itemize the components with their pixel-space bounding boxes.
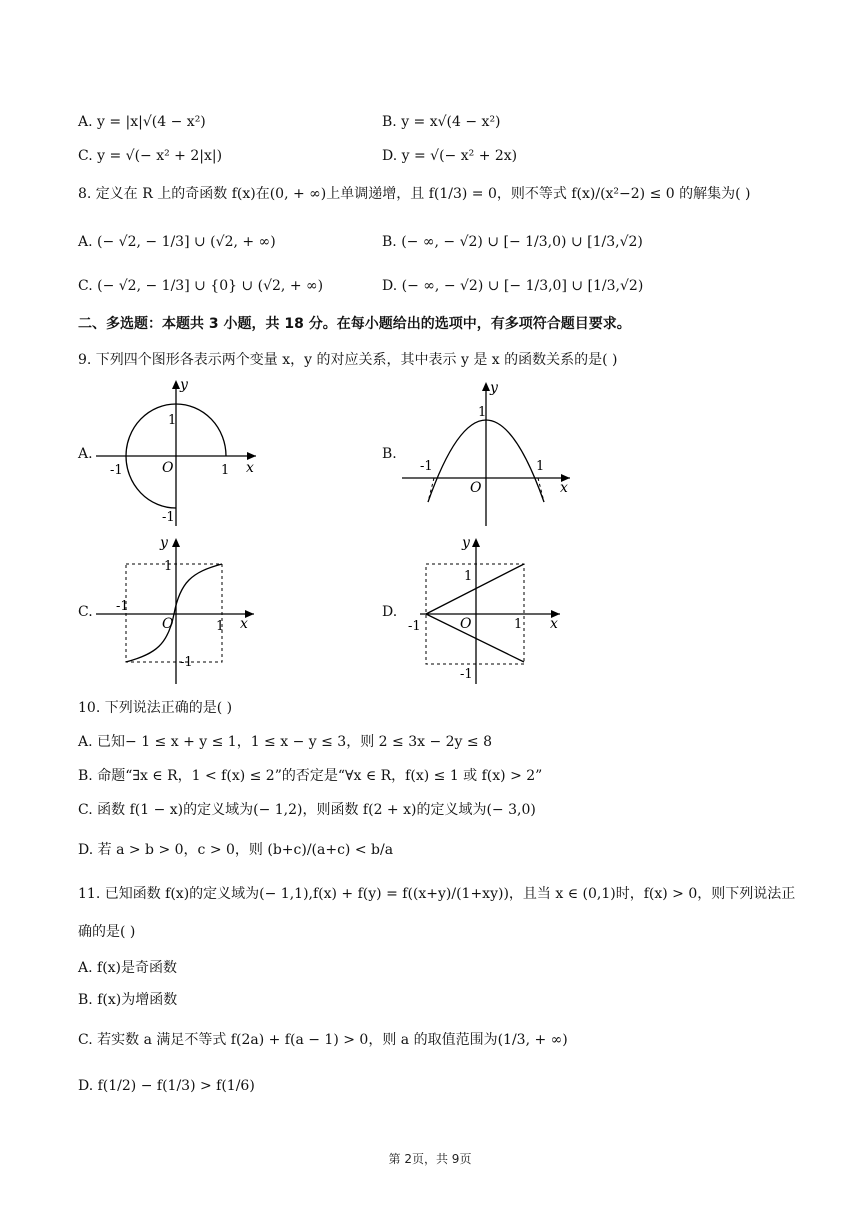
fig-a-tick-1-x: 1 [221,463,230,478]
fig-d-tick-1-x: 1 [514,617,523,632]
fig-a-x-label: x [246,460,254,476]
q10-option-b: B. 命题“∃x ∈ R，1 < f(x) ≤ 2”的否定是“∀x ∈ R，f(x) ≤ 1 或 f(x) > 2” [78,768,543,784]
fig-d-tick-1-y: 1 [464,569,473,584]
fig-d-origin: O [460,616,472,632]
q10-option-d: D. 若 a > b > 0，c > 0，则 (b+c)/(a+c) < b/a [78,842,394,858]
fig-c-origin: O [162,616,174,632]
q9-label-d: D. [382,604,398,620]
q9-figure-c [96,534,266,684]
page-footer: 第 2页，共 9页 [388,1152,472,1166]
fig-b-tick-1-y: 1 [478,405,487,420]
fig-a-y-label: y [180,377,188,393]
fig-b-tick-1-x: 1 [536,459,545,474]
q10-option-c: C. 函数 f(1 − x)的定义域为(− 1,2)，则函数 f(2 + x)的定义域为(− 3,0) [78,802,536,818]
q11-option-a: A. f(x)是奇函数 [78,960,178,976]
fig-c-tick-1-y: 1 [164,559,173,574]
q8-stem: 8. 定义在 R 上的奇函数 f(x)在(0, + ∞)上单调递增，且 f(1/3) = 0，则不等式 f(x)/(x²−2) ≤ 0 的解集为( ) [78,186,751,202]
q8-option-d: D. (− ∞, − √2) ∪ [− 1/3,0] ∪ [1/3,√2) [382,278,644,294]
fig-c-y-label: y [160,535,168,551]
fig-d-y-label: y [462,535,470,551]
q8-option-b: B. (− ∞, − √2) ∪ [− 1/3,0) ∪ [1/3,√2) [382,234,643,250]
fig-b-origin: O [470,480,482,496]
q11-stem-line1: 11. 已知函数 f(x)的定义域为(− 1,1),f(x) + f(y) = f((x+y)/(1+xy))，且当 x ∈ (0,1)时，f(x) > 0，则下列说法正 [78,886,796,902]
q11-option-d: D. f(1/2) − f(1/3) > f(1/6) [78,1078,255,1094]
q11-option-b: B. f(x)为增函数 [78,992,178,1008]
fig-d-tick-neg1-y: -1 [460,667,473,682]
fig-a-tick-1-y: 1 [168,413,177,428]
q7-option-d: D. y = √(− x² + 2x) [382,148,518,164]
fig-a-tick-neg1-x: -1 [110,463,123,478]
fig-d-tick-neg1-x: -1 [408,619,421,634]
fig-a-origin: O [162,460,174,476]
fig-a-tick-neg1-y: -1 [162,510,175,525]
q9-label-a: A. [78,446,93,462]
fig-c-tick-1-x: 1 [216,619,225,634]
section-2-heading: 二、多选题：本题共 3 小题，共 18 分。在每小题给出的选项中，有多项符合题目要求。 [78,316,631,332]
fig-c-tick-neg1-y: -1 [180,655,193,670]
q9-figure-d [400,534,570,684]
q8-option-a: A. (− √2, − 1/3] ∪ (√2, + ∞) [78,234,276,250]
q11-stem-line2: 确的是( ) [78,924,136,940]
q7-option-a: A. y = |x|√(4 − x²) [78,114,206,130]
q10-option-a: A. 已知− 1 ≤ x + y ≤ 1，1 ≤ x − y ≤ 3，则 2 ≤ 3x − 2y ≤ 8 [78,734,492,750]
q10-stem: 10. 下列说法正确的是( ) [78,700,233,716]
fig-d-x-label: x [550,616,558,632]
fig-b-tick-neg1-x: -1 [420,459,433,474]
fig-c-tick-neg1-x: -1 [116,599,129,614]
q7-option-c: C. y = √(− x² + 2|x|) [78,148,223,164]
q9-label-b: B. [382,446,397,462]
fig-b-x-label: x [560,480,568,496]
q9-figure-a [96,376,266,526]
q9-stem: 9. 下列四个图形各表示两个变量 x，y 的对应关系，其中表示 y 是 x 的函数关系的是( ) [78,352,618,368]
fig-c-x-label: x [240,616,248,632]
fig-b-y-label: y [490,380,498,396]
q9-figure-b [398,378,578,528]
q7-option-b: B. y = x√(4 − x²) [382,114,501,130]
q8-option-c: C. (− √2, − 1/3] ∪ {0} ∪ (√2, + ∞) [78,278,324,294]
q9-label-c: C. [78,604,93,620]
q11-option-c: C. 若实数 a 满足不等式 f(2a) + f(a − 1) > 0，则 a 的取值范围为(1/3, + ∞) [78,1032,568,1048]
